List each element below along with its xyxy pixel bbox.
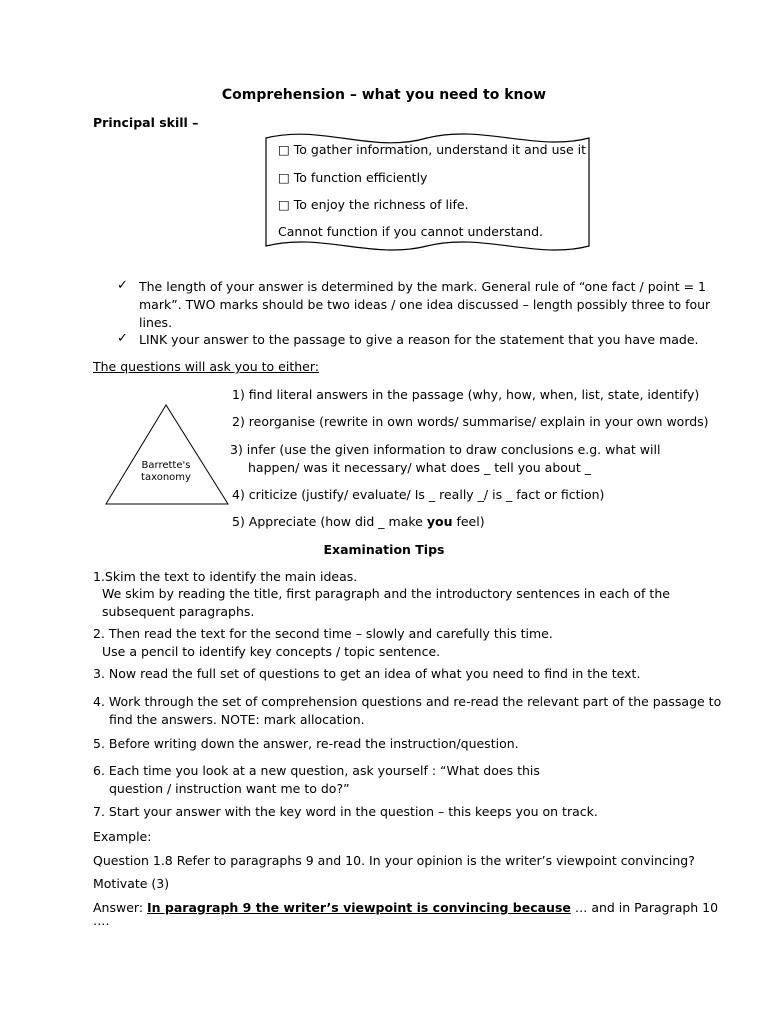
question-type-5-post: feel) bbox=[452, 514, 485, 529]
scroll-item-3: □ To enjoy the richness of life. bbox=[278, 197, 469, 212]
taxonomy-label-line-2: taxonomy bbox=[141, 472, 191, 483]
tip-7: 7. Start your answer with the key word in the question – this keeps you on track. bbox=[93, 804, 598, 819]
tip-3: 3. Now read the full set of questions to get an idea of what you need to find in the text. bbox=[93, 666, 641, 681]
answer-rest: … and in Paragraph 10 bbox=[570, 900, 719, 915]
checklist-item-1-line-3: lines. bbox=[139, 315, 173, 330]
example-answer-continuation: …. bbox=[93, 913, 110, 928]
question-type-3-line-2: happen/ was it necessary/ what does _ tell you about _ bbox=[248, 460, 591, 475]
tip-1-line-1: 1.Skim the text to identify the main ideas. bbox=[93, 569, 358, 584]
checklist-item-1-line-2: mark”. TWO marks should be two ideas / one idea discussed – length possibly three to four bbox=[139, 297, 711, 312]
checkmark-icon: ✓ bbox=[117, 278, 128, 293]
tip-4-line-1: 4. Work through the set of comprehension questions and re-read the relevant part of the passage to bbox=[93, 694, 722, 709]
question-type-3-line-1: 3) infer (use the given information to draw conclusions e.g. what will bbox=[230, 442, 661, 457]
question-type-5-pre: 5) Appreciate (how did _ make bbox=[232, 514, 427, 529]
questions-heading: The questions will ask you to either: bbox=[93, 359, 319, 374]
example-label: Example: bbox=[93, 829, 152, 844]
checklist-item-1-line-1: The length of your answer is determined by the mark. General rule of “one fact / point = 1 bbox=[139, 279, 706, 294]
question-type-2: 2) reorganise (rewrite in own words/ summarise/ explain in your own words) bbox=[232, 414, 709, 429]
example-answer bbox=[93, 900, 718, 915]
tip-5: 5. Before writing down the answer, re-read the instruction/question. bbox=[93, 736, 519, 751]
checklist-item-2: LINK your answer to the passage to give a reason for the statement that you have made. bbox=[139, 332, 699, 347]
taxonomy-triangle bbox=[100, 400, 236, 510]
tip-4-line-2: find the answers. NOTE: mark allocation. bbox=[109, 712, 365, 727]
answer-key-phrase: In paragraph 9 the writer’s viewpoint is convincing because bbox=[147, 900, 571, 915]
tips-heading: Examination Tips bbox=[323, 542, 445, 557]
tip-6-line-2: question / instruction want me to do?” bbox=[109, 781, 350, 796]
example-question: Question 1.8 Refer to paragraphs 9 and 10. In your opinion is the writer’s viewpoint convincing? bbox=[93, 853, 695, 868]
tip-1-line-2: We skim by reading the title, first paragraph and the introductory sentences in each of the bbox=[102, 586, 670, 601]
tip-2-line-1: 2. Then read the text for the second time – slowly and carefully this time. bbox=[93, 626, 553, 641]
question-type-4: 4) criticize (justify/ evaluate/ Is _ really _/ is _ fact or fiction) bbox=[232, 487, 605, 502]
tip-1-line-3: subsequent paragraphs. bbox=[102, 604, 255, 619]
scroll-item-2: □ To function efficiently bbox=[278, 170, 428, 185]
scroll-item-1: □ To gather information, understand it and use it bbox=[278, 142, 587, 157]
principal-skill-label: Principal skill – bbox=[93, 115, 199, 130]
question-type-1: 1) find literal answers in the passage (why, how, when, list, state, identify) bbox=[232, 387, 700, 402]
checkmark-icon: ✓ bbox=[117, 331, 128, 346]
question-type-5-bold: you bbox=[426, 514, 453, 529]
answer-label: Answer: bbox=[93, 900, 148, 915]
scroll-item-4: Cannot function if you cannot understand. bbox=[278, 224, 543, 239]
tip-6-line-1: 6. Each time you look at a new question, ask yourself : “What does this bbox=[93, 763, 540, 778]
question-type-5 bbox=[232, 514, 485, 529]
example-motivate: Motivate (3) bbox=[93, 876, 170, 891]
page-title: Comprehension – what you need to know bbox=[221, 87, 547, 103]
taxonomy-label-line-1: Barrette's bbox=[141, 460, 191, 471]
tip-2-line-2: Use a pencil to identify key concepts / topic sentence. bbox=[102, 644, 441, 659]
